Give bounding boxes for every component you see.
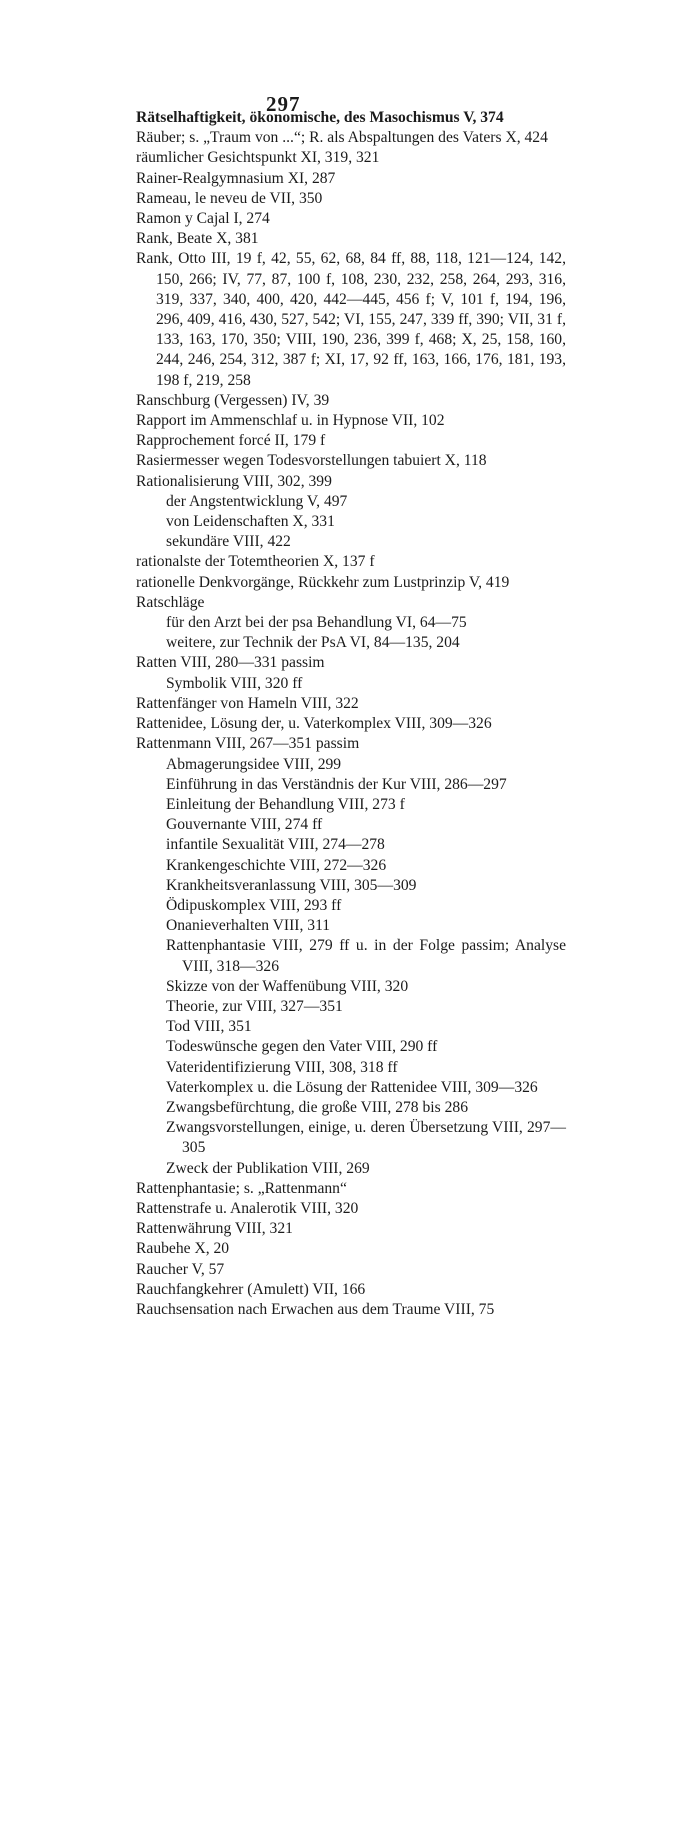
index-subentry: Vateridentifizierung VIII, 308, 318 ff <box>166 1058 398 1076</box>
index-subentry: Krankheitsveranlassung VIII, 305—309 <box>166 876 417 894</box>
index-subentry: Einführung in das Verständnis der Kur VIII, 286—297 <box>166 775 507 793</box>
index-entry: Ratschläge <box>136 593 205 611</box>
index-entry: Rattenphantasie; s. „Rattenmann“ <box>136 1179 347 1197</box>
index-subentry: Zweck der Publikation VIII, 269 <box>166 1159 370 1177</box>
index-subentry: von Leidenschaften X, 331 <box>166 513 335 531</box>
index-subentry: Vaterkomplex u. die Lösung der Rattenidee VIII, 309—326 <box>166 1078 538 1096</box>
index-entry: Ratten VIII, 280—331 passim <box>136 654 325 672</box>
index-subentry: Theorie, zur VIII, 327—351 <box>166 997 343 1015</box>
index-entry: Rauchsensation nach Erwachen aus dem Traume VIII, 75 <box>136 1300 495 1318</box>
index-entry: Rameau, le neveu de VII, 350 <box>136 189 323 207</box>
index-subentry: Skizze von der Waffenübung VIII, 320 <box>166 977 409 995</box>
index-entry: Rauchfangkehrer (Amulett) VII, 166 <box>136 1280 366 1298</box>
index-entries <box>136 108 566 1320</box>
index-entry: rationelle Denkvorgänge, Rückkehr zum Lustprinzip V, 419 <box>136 573 510 591</box>
index-subentry: Symbolik VIII, 320 ff <box>166 674 303 692</box>
index-subentry: Zwangsbefürchtung, die große VIII, 278 bis 286 <box>166 1098 468 1116</box>
index-subentry: für den Arzt bei der psa Behandlung VI, 64—75 <box>166 614 467 632</box>
index-entry: rationalste der Totemtheorien X, 137 f <box>136 553 375 571</box>
index-subentry: Einleitung der Behandlung VIII, 273 f <box>166 795 405 813</box>
index-entry: Rätselhaftigkeit, ökonomische, des Masochismus V, 374 <box>136 109 504 126</box>
index-entry: Rasiermesser wegen Todesvorstellungen tabuiert X, 118 <box>136 452 487 470</box>
index-subentry: Zwangsvorstellungen, einige, u. deren Übersetzung VIII, 297—305 <box>166 1119 566 1157</box>
index-entry: räumlicher Gesichtspunkt XI, 319, 321 <box>136 149 380 167</box>
index-entry: Räuber; s. „Traum von ...“; R. als Abspaltungen des Vaters X, 424 <box>136 129 548 147</box>
index-entry: Rattenmann VIII, 267—351 passim <box>136 735 360 753</box>
index-entry: Rainer-Realgymnasium XI, 287 <box>136 169 336 187</box>
index-subentry: weitere, zur Technik der PsA VI, 84—135, 204 <box>166 634 460 652</box>
index-subentry: Gouvernante VIII, 274 ff <box>166 816 323 834</box>
index-entry: Rattenidee, Lösung der, u. Vaterkomplex VIII, 309—326 <box>136 715 492 733</box>
index-subentry: Abmagerungsidee VIII, 299 <box>166 755 342 773</box>
index-entry: Raucher V, 57 <box>136 1260 225 1278</box>
index-subentry: Ödipuskomplex VIII, 293 ff <box>166 896 342 914</box>
index-entry: Rattenwährung VIII, 321 <box>136 1220 293 1238</box>
index-entry: Rank, Otto III, 19 f, 42, 55, 62, 68, 84 ff, 88, 118, 121—124, 142, 150, 266; IV, 77, 87, 100 f, 108, 230, 232, 258, 264, 293, 316, 319, 337, 340, 400, 420, 442—445, 456 f; V, 101 f, 194, 196, 296, 409, 416, 430, 527, 542; VI, 155, 247, 339 ff, 390; VII, 31 f, 133, 163, 170, 350; VIII, 190, 236, 399 f, 468; X, 25, 158, 160, 244, 246, 254, 312, 387 f; XI, 17, 92 ff, 163, 166, 176, 181, 193, 198 f, 219, 258 <box>136 250 566 389</box>
index-entry: Rapprochement forcé II, 179 f <box>136 432 326 450</box>
index-subentry: der Angstentwicklung V, 497 <box>166 492 348 510</box>
index-entry: Rapport im Ammenschlaf u. in Hypnose VII, 102 <box>136 412 445 430</box>
index-entry: Rattenfänger von Hameln VIII, 322 <box>136 694 359 712</box>
index-subentry: infantile Sexualität VIII, 274—278 <box>166 836 385 854</box>
index-entry: Rank, Beate X, 381 <box>136 230 259 248</box>
index-entry: Ranschburg (Vergessen) IV, 39 <box>136 391 330 409</box>
index-subentry: Todeswünsche gegen den Vater VIII, 290 ff <box>166 1038 438 1056</box>
index-subentry: sekundäre VIII, 422 <box>166 533 291 551</box>
index-subentry: Tod VIII, 351 <box>166 1018 252 1036</box>
index-subentry: Krankengeschichte VIII, 272—326 <box>166 856 387 874</box>
index-entry: Rationalisierung VIII, 302, 399 <box>136 472 332 490</box>
index-entry: Ramon y Cajal I, 274 <box>136 210 270 228</box>
index-subentry: Rattenphantasie VIII, 279 ff u. in der Folge passim; Analyse VIII, 318—326 <box>166 937 566 975</box>
page-number: 297 <box>266 92 301 116</box>
index-subentry: Onanieverhalten VIII, 311 <box>166 917 331 935</box>
index-entry: Raubehe X, 20 <box>136 1240 230 1258</box>
index-entry: Rattenstrafe u. Analerotik VIII, 320 <box>136 1199 359 1217</box>
